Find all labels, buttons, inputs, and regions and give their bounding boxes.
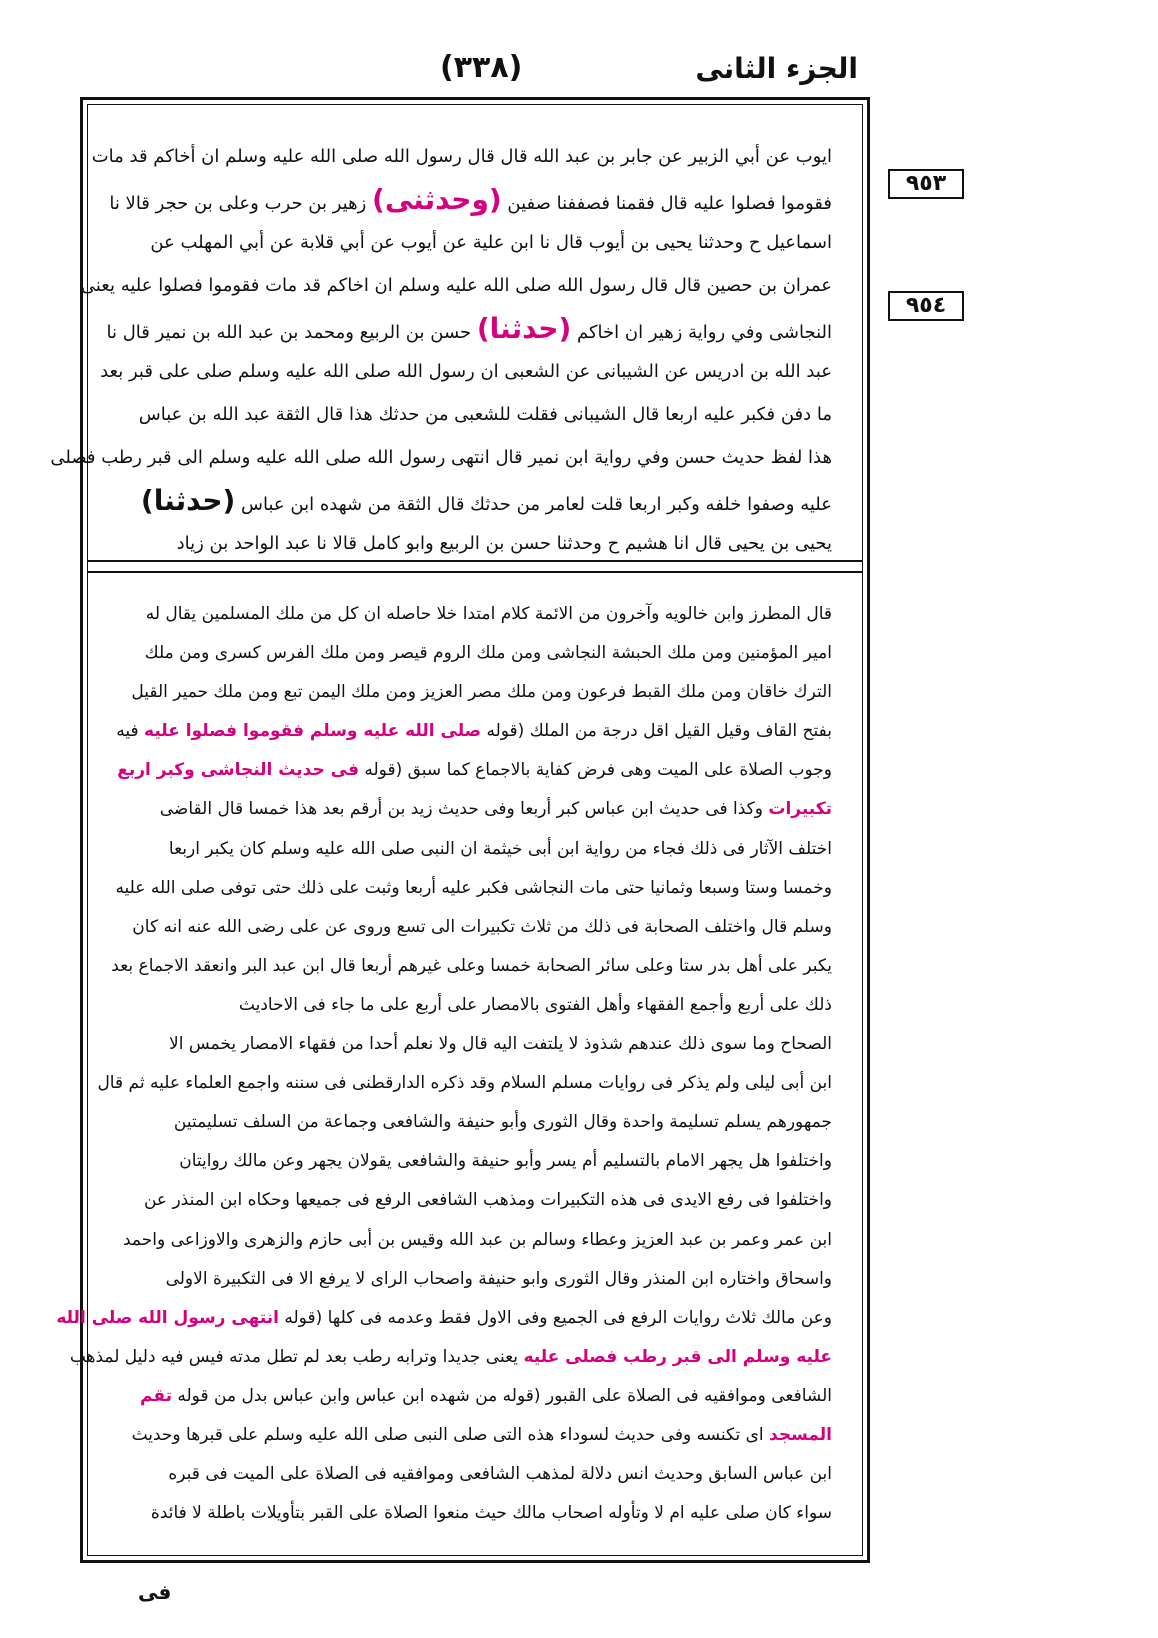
text-line bbox=[69, 1338, 832, 1377]
text-line bbox=[109, 178, 832, 221]
quoted-matn: المسجد bbox=[769, 1424, 832, 1445]
section-divider bbox=[88, 560, 862, 573]
text-segment: وكذا فى حديث ابن عباس كبر أربعا وفى حديث زيد بن أرقم بعد هذا خمسا قال القاضى bbox=[159, 799, 763, 820]
text-line: اختلف الآثار فى ذلك فجاء من رواية ابن أبى خيثمة ان النبى صلى الله عليه وسلم كان يكبر اربعا bbox=[168, 838, 832, 859]
part-label: الجزء الثانى bbox=[695, 52, 858, 85]
text-line: واختلفوا فى رفع الايدى فى هذه التكبيرات ومذهب الشافعى الرفع فى جميعها وحكاه ابن المنذر عن bbox=[143, 1190, 832, 1211]
page-number: (٣٣٨) bbox=[440, 50, 523, 85]
text-line: هذا لفظ حديث حسن وفي رواية ابن نمير قال انتهى رسول الله صلى الله عليه وسلم الى قبر رطب فصلى bbox=[50, 447, 832, 468]
catchword: فى bbox=[138, 1580, 172, 1604]
text-segment: وعن مالك ثلاث روايات الرفع فى الجميع وفى الاول فقط وعدمه فى كلها (قوله bbox=[284, 1307, 832, 1328]
text-line: ذلك على أربع وأجمع الفقهاء وأهل الفتوى بالامصار على أربع على ما جاء فى الاحاديث bbox=[238, 994, 832, 1015]
text-line bbox=[106, 307, 832, 350]
narration-marker: (وحدثنى) bbox=[372, 183, 502, 216]
text-line: عبد الله بن ادريس عن الشيبانى عن الشعبى ان رسول الله صلى الله عليه وسلم صلى على قبر بعد bbox=[100, 361, 832, 382]
text-line: وخمسا وستا وسبعا وثمانيا حتى مات النجاشى فكبر عليه أربعا وثبت على ذلك حتى توفى صلى الله عليه bbox=[115, 877, 832, 898]
hadith-text bbox=[50, 135, 832, 565]
commentary-text bbox=[56, 595, 832, 1533]
text-line: سواء كان صلى عليه ام لا وتأوله اصحاب مالك حيث منعوا الصلاة على القبر بتأويلات باطلة لا فائدة bbox=[150, 1503, 832, 1524]
hadith-number-954: ٩٥٤ bbox=[888, 291, 964, 321]
text-line bbox=[118, 790, 832, 829]
quoted-matn: تقم bbox=[140, 1385, 172, 1406]
text-line bbox=[56, 1299, 832, 1338]
text-line bbox=[118, 1377, 832, 1416]
text-line bbox=[118, 1416, 832, 1455]
narration-marker: (حدثنا) bbox=[476, 312, 572, 345]
page-header bbox=[0, 42, 1158, 92]
text-line: عمران بن حصين قال قال رسول الله صلى الله عليه وسلم ان اخاكم قد مات فقوموا فصلوا عليه يعنى bbox=[80, 275, 832, 296]
text-line: واختلفوا هل يجهر الامام بالتسليم أم يسر وأبو حنيفة والشافعى يقولان يجهر وعن مالك روايتان bbox=[179, 1151, 832, 1172]
text-line: جمهورهم يسلم تسليمة واحدة وقال الثورى وأبو حنيفة والشافعى وجماعة من السلف تسليمتين bbox=[173, 1112, 832, 1133]
quoted-matn: انتهى رسول الله صلى الله bbox=[56, 1307, 279, 1328]
text-segment: بفتح القاف وقيل القيل اقل درجة من الملك (قوله bbox=[486, 721, 832, 742]
page-frame bbox=[50, 97, 870, 1563]
quoted-matn: فى حديث النجاشى وكبر اربع bbox=[117, 760, 359, 781]
text-line: الترك خاقان ومن ملك القبط فرعون ومن ملك مصر العزيز ومن ملك اليمن تبع ومن ملك حمير القيل bbox=[131, 682, 832, 703]
hadith-number-953: ٩٥٣ bbox=[888, 169, 964, 199]
text-line: ابن عباس السابق وحديث انس دلالة لمذهب الشافعى وموافقيه فى الصلاة على الميت فى قبره bbox=[168, 1464, 832, 1485]
text-line: امير المؤمنين ومن ملك الحبشة النجاشى ومن ملك الروم قيصر ومن ملك الفرس كسرى ومن ملك bbox=[144, 643, 832, 664]
text-segment: زهير بن حرب وعلى بن حجر قالا نا bbox=[109, 193, 367, 214]
narration-marker: (حدثنا) bbox=[140, 484, 236, 517]
text-line: ابن أبى ليلى ولم يذكر فى روايات مسلم السلام وقد ذكره الدارقطنى فى سننه واجمع العلماء عليه ثم قال bbox=[97, 1073, 832, 1094]
text-segment: فقوموا فصلوا عليه قال فقمنا فصففنا صفين bbox=[507, 193, 832, 214]
text-line: وسلم قال واختلف الصحابة فى ذلك من ثلاث تكبيرات الى تسع وروى عن على رضى الله عنه انه كان bbox=[132, 916, 832, 937]
text-line: يحيى بن يحيى قال انا هشيم ح وحدثنا حسن بن الربيع وابو كامل قالا نا عبد الواحد بن زياد bbox=[176, 533, 832, 554]
text-line: يكبر على أهل بدر ستا وعلى سائر الصحابة خمسا وعلى غيرهم أربعا قال ابن عبد البر وانعقد الاجماع بعد bbox=[111, 955, 832, 976]
text-segment: النجاشى وفي رواية زهير ان اخاكم bbox=[577, 322, 832, 343]
text-line bbox=[118, 479, 832, 522]
quoted-matn: صلى الله عليه وسلم فقوموا فصلوا عليه bbox=[144, 721, 482, 742]
text-line: قال المطرز وابن خالويه وآخرون من الائمة كلام امتدا خلا حاصله ان كل من ملك المسلمين يقال له bbox=[145, 604, 832, 624]
text-segment: الشافعى وموافقيه فى الصلاة على القبور (قوله من شهده ابن عباس وابن عباس بدل من قوله bbox=[177, 1385, 832, 1406]
text-line: ابن عمر وعمر بن عبد العزيز وعطاء وسالم بن عبد الله وقيس بن أبى حازم والزهرى والاوزاعى واحمد bbox=[122, 1229, 832, 1250]
text-line: واسحاق واختاره ابن المنذر وقال الثورى وابو حنيفة واصحاب الراى لا يرفع الا فى التكبيرة الاولى bbox=[165, 1268, 832, 1289]
quoted-matn: عليه وسلم الى قبر رطب فصلى عليه bbox=[523, 1346, 832, 1367]
text-line: اسماعيل ح وحدثنا يحيى بن أيوب قال نا ابن علية عن أيوب عن أبي قلابة عن أبي المهلب عن bbox=[150, 232, 832, 253]
text-line: الصحاح وما سوى ذلك عندهم شذوذ لا يلتفت اليه قال ولا نعلم أحدا من فقهاء الامصار يخمس الا bbox=[169, 1034, 832, 1055]
text-segment: وجوب الصلاة على الميت وهى فرض كفاية بالاجماع كما سبق (قوله bbox=[364, 760, 832, 781]
text-segment: حسن بن الربيع ومحمد بن عبد الله بن نمير قال نا bbox=[106, 322, 472, 343]
text-line: ما دفن فكبر عليه اربعا قال الشيبانى فقلت للشعبى من حدثك هذا قال الثقة عبد الله بن عباس bbox=[138, 404, 832, 425]
text-segment: فيه bbox=[116, 721, 139, 742]
quoted-matn: تكبيرات bbox=[768, 799, 832, 820]
text-line: ايوب عن أبي الزبير عن جابر بن عبد الله قال قال رسول الله صلى الله عليه وسلم ان أخاكم قد مات bbox=[91, 146, 832, 167]
text-segment: اى تكنسه وفى حديث لسوداء هذه التى صلى النبى صلى الله عليه وسلم على قبرها وحديث bbox=[131, 1424, 764, 1445]
text-segment: يعنى جديدا وترابه رطب بعد لم تطل مدته فيس فيه دليل لمذهب bbox=[69, 1346, 519, 1367]
text-line bbox=[118, 751, 832, 790]
text-segment: عليه وصفوا خلفه وكبر اربعا قلت لعامر من حدثك قال الثقة من شهده ابن عباس bbox=[241, 494, 832, 515]
text-line bbox=[118, 712, 832, 751]
page-frame-inner bbox=[50, 104, 863, 1556]
